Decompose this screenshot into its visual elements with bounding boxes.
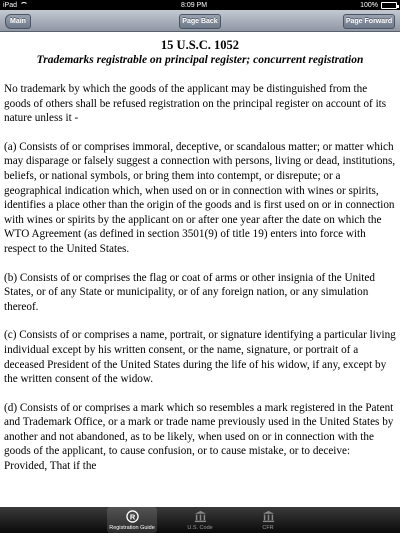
tab-label: U.S. Code bbox=[187, 524, 213, 531]
svg-text:R: R bbox=[129, 511, 135, 521]
paragraph-a: (a) Consists of or comprises immoral, deceptive, or scandalous matter; or matter which may disparage or falsely suggest a connection with persons, living or dead, institutions, beliefs, or national symbols, or bring them into contempt, or disrepute; or a geographical indication which, when used on or in connection with wines or spirits, identifies a place other than the origin of the goods and is first used on or in connection with wines or spirits by the applicant on or after one year after the date on which the WTO Agreement (as defined in section 3501(9) of title 19) enters into force with respect to the United States. bbox=[4, 140, 396, 255]
tab-cfr[interactable] bbox=[243, 507, 293, 533]
main-button[interactable]: Main bbox=[5, 14, 31, 29]
statute-title: 15 U.S.C. 1052 bbox=[160, 38, 240, 52]
paragraph-b: (b) Consists of or comprises the flag or coat of arms or other insignia of the United States, or of any State or municipality, or of any foreign nation, or any simulation thereof. bbox=[4, 271, 375, 313]
code-icon bbox=[194, 510, 207, 523]
status-bar bbox=[0, 0, 400, 10]
tab-us-code[interactable] bbox=[175, 507, 225, 533]
clock: 8:09 PM bbox=[181, 1, 208, 9]
battery-percent: 100% bbox=[360, 1, 378, 9]
page-back-button[interactable]: Page Back bbox=[179, 14, 221, 29]
tab-label: Registration Guide bbox=[109, 524, 155, 531]
paragraph-c: (c) Consists of or comprises a name, portrait, or signature identifying a particular living individual except by his written consent, or the name, signature, or portrait of a deceased President of the United States during the life of his widow, if any, except by the written consent of the widow. bbox=[4, 329, 396, 386]
navigation-toolbar bbox=[0, 10, 400, 32]
tab-bar bbox=[0, 507, 400, 533]
registration-icon bbox=[126, 510, 139, 523]
cfr-icon bbox=[262, 510, 275, 523]
tab-label: CFR bbox=[262, 524, 274, 531]
carrier-label: iPad bbox=[3, 1, 18, 9]
tab-registration-guide[interactable] bbox=[107, 507, 157, 533]
paragraph-intro: No trademark by which the goods of the applicant may be distinguished from the goods of others shall be refused registration on the principal register on account of its nature unless it - bbox=[4, 83, 387, 125]
paragraph-d: (d) Consists of or comprises a mark which so resembles a mark registered in the Patent and Trademark Office, or a mark or trade name previously used in the United States by another and not abandoned, as to be likely, when used on or in connection with the goods of the applicant, to cause confusion, or to cause mistake, or to deceive: Provided, That if the bbox=[4, 401, 394, 473]
page-forward-button[interactable]: Page Forward bbox=[343, 14, 395, 29]
wifi-icon bbox=[20, 2, 28, 8]
battery-icon bbox=[381, 2, 397, 9]
document-view[interactable] bbox=[0, 33, 400, 507]
statute-subtitle: Trademarks registrable on principal register; concurrent registration bbox=[36, 54, 364, 66]
